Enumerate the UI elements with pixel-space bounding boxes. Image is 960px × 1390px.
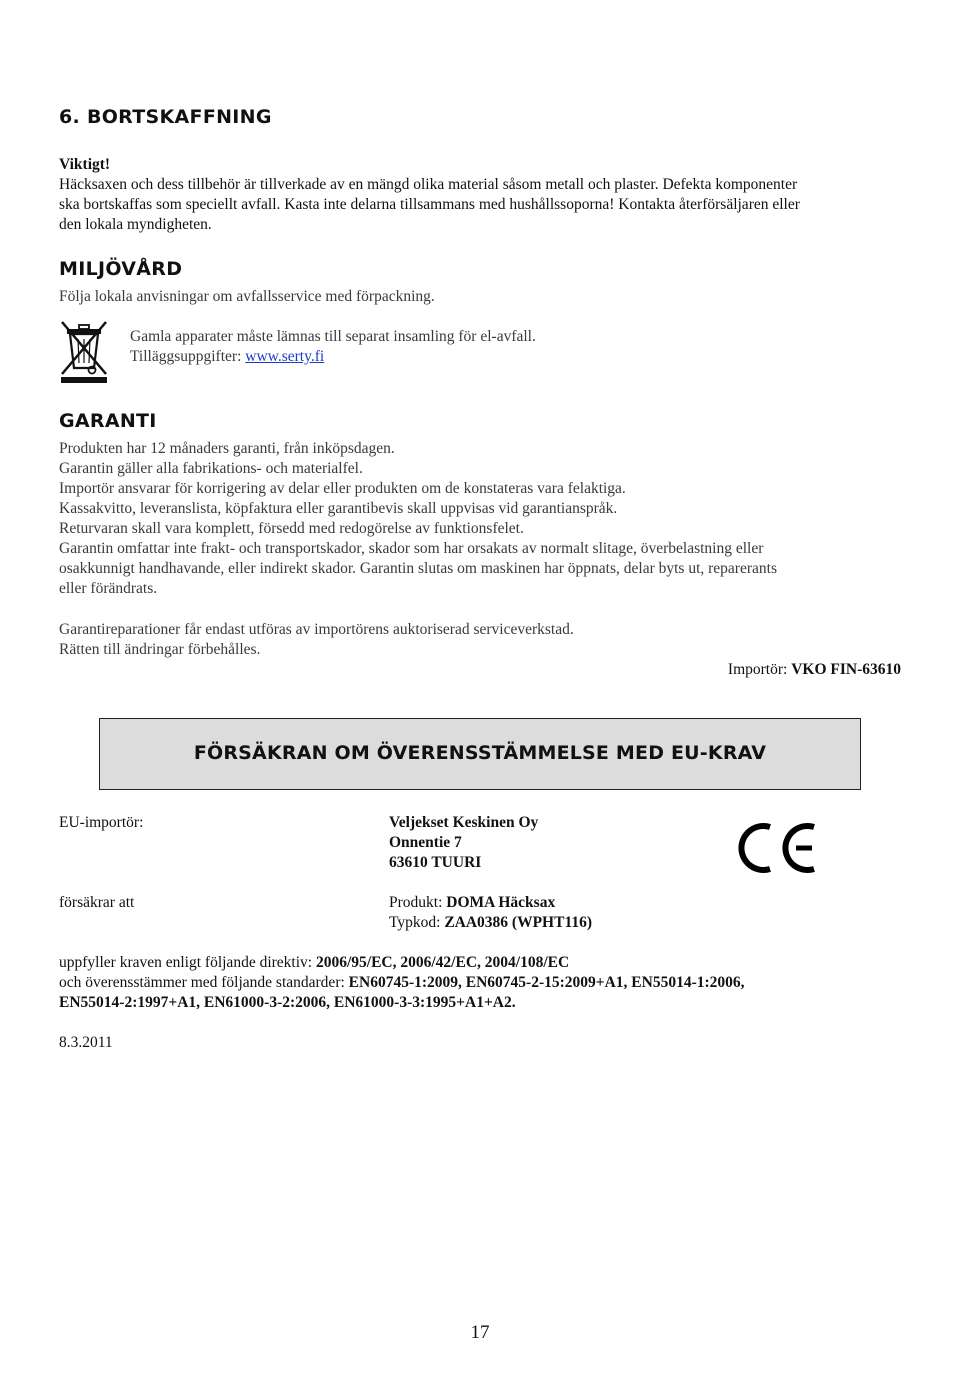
declaration-title: FÖRSÄKRAN OM ÖVERENSSTÄMMELSE MED EU-KRAV — [193, 742, 767, 764]
standards-line — [59, 973, 745, 993]
company-name: Veljekset Keskinen Oy — [389, 814, 539, 831]
declaration-date: 8.3.2011 — [59, 1034, 113, 1051]
warranty-line: Returvaran skall vara komplett, försedd med redogörelse av funktionsfelet. — [59, 520, 524, 537]
importer-label: Importör: — [727, 661, 792, 678]
type-label: Typkod: — [389, 914, 445, 931]
company-city: 63610 TUURI — [389, 854, 482, 871]
directives-line — [59, 953, 569, 973]
warranty-line: Importör ansvarar för korrigering av delar eller produkten om de konstateras vara felaktiga. — [59, 480, 626, 497]
standards-value-1: EN60745-1:2009, EN60745-2-15:2009+A1, EN55014-1:2006, — [348, 974, 745, 991]
page-number: 17 — [470, 1322, 490, 1343]
warranty-line: Produkten har 12 månaders garanti, från inköpsdagen. — [59, 440, 395, 457]
warranty-paragraph-line: osakkunnigt handhavande, eller indirekt skador. Garantin slutas om maskinen har öppnats, delar byts ut, reparerants — [59, 560, 777, 577]
type-value: ZAA0386 (WPHT116) — [444, 914, 593, 931]
disposal-text — [59, 175, 909, 235]
warranty-line: Kassakvitto, leveranslista, köpfaktura eller garantibevis skall uppvisas vid garantianspråk. — [59, 500, 618, 517]
warranty-paragraph — [59, 539, 901, 599]
environment-instruction: Följa lokala anvisningar om avfallsservice med förpackning. — [59, 288, 435, 305]
ce-mark-icon — [734, 819, 818, 877]
serty-link[interactable]: www.serty.fi — [245, 348, 325, 365]
standards-label: och överensstämmer med följande standarder: — [59, 974, 349, 991]
importer-line — [728, 660, 901, 680]
standards-value-2: EN55014-2:1997+A1, EN61000-3-2:2006, EN61000-3-3:1995+A1+A2. — [59, 994, 516, 1011]
product-value: DOMA Häcksax — [446, 894, 556, 911]
eu-importer-label: EU-importör: — [59, 814, 144, 831]
type-line — [389, 913, 592, 933]
info-label: Tilläggsuppgifter: — [130, 348, 246, 365]
weee-text: Gamla apparater måste lämnas till separat insamling för el-avfall. — [130, 328, 536, 345]
company-street: Onnentie 7 — [389, 834, 462, 851]
directives-value: 2006/95/EC, 2006/42/EC, 2004/108/EC — [315, 954, 570, 971]
warranty-line: Garantin gäller alla fabrikations- och materialfel. — [59, 460, 363, 477]
warranty-list — [59, 439, 909, 539]
warranty-heading: GARANTI — [59, 410, 157, 432]
disposal-heading: 6. BORTSKAFFNING — [59, 106, 272, 128]
warranty-paragraph-line: Garantin omfattar inte frakt- och transportskador, skador som har orsakats av normalt slitage, överbelastning eller — [59, 540, 764, 557]
rights-line: Rätten till ändringar förbehålles. — [59, 641, 261, 658]
important-label: Viktigt! — [59, 156, 111, 173]
disposal-line: den lokala myndigheten. — [59, 216, 212, 233]
disposal-line: ska bortskaffas som speciellt avfall. Kasta inte delarna tillsammans med hushållssoporna! Kontakta återförsäljaren eller — [59, 196, 800, 213]
crossed-out-wheelie-bin-icon — [58, 316, 110, 384]
importer-value: VKO FIN-63610 — [791, 661, 901, 678]
product-label: Produkt: — [389, 894, 447, 911]
declares-label: försäkrar att — [59, 894, 135, 911]
directives-label: uppfyller kraven enligt följande direktiv: — [59, 954, 316, 971]
info-line — [130, 347, 324, 367]
repairs-line: Garantireparationer får endast utföras av importörens auktoriserad serviceverkstad. — [59, 621, 574, 638]
product-line — [389, 893, 555, 913]
disposal-line: Häcksaxen och dess tillbehör är tillverkade av en mängd olika material såsom metall och plaster. Defekta komponenter — [59, 176, 798, 193]
declaration-title-box — [99, 718, 861, 790]
warranty-paragraph-line: eller förändrats. — [59, 580, 158, 597]
environment-heading: MILJÖVÅRD — [59, 258, 183, 280]
